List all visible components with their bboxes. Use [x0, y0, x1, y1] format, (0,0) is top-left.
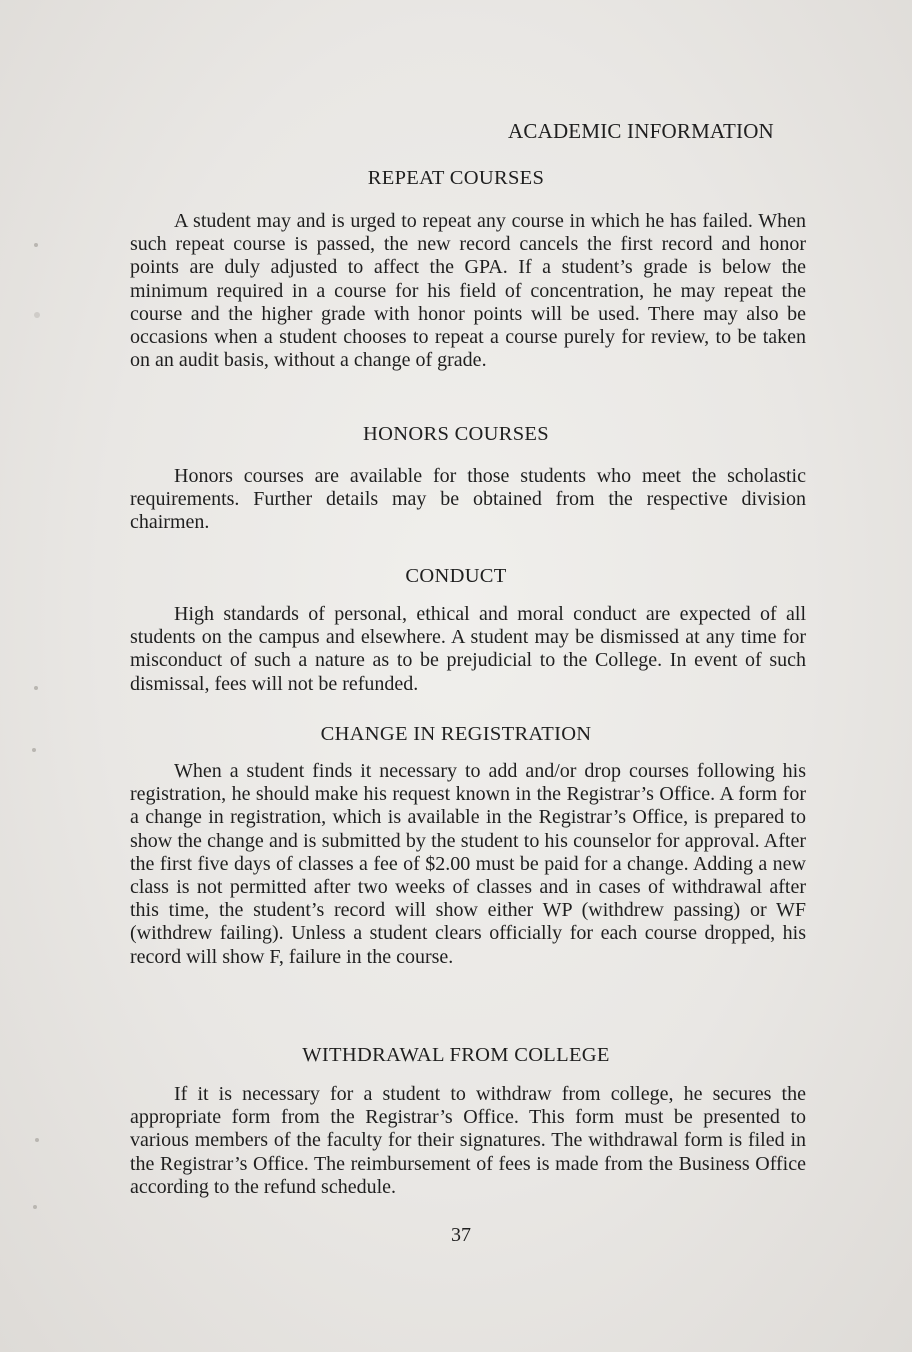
- section-heading-honors-courses: HONORS COURSES: [363, 423, 549, 445]
- paper-speck: [35, 1138, 39, 1142]
- page-number: 37: [451, 1224, 471, 1246]
- section-body-conduct: High standards of personal, ethical and moral conduct are expected of all students on the campus and elsewhere. A student may be dismissed at any time for misconduct of such a nature as to be prejudicial to the College. In event of such dismissal, fees will not be refunded.: [130, 603, 806, 695]
- paper-speck: [34, 312, 40, 318]
- paper-speck: [32, 748, 36, 752]
- paper-speck: [34, 686, 38, 690]
- paper-speck: [34, 243, 38, 247]
- section-body-withdrawal-from-college: If it is necessary for a student to withdraw from college, he secures the appropriate form from the Registrar’s Office. This form must be presented to various members of the faculty for their signatures. The withdrawal form is filed in the Registrar’s Office. The reimbursement of fees is made from the Business Office according to the refund schedule.: [130, 1083, 806, 1198]
- paper-speck: [33, 1205, 37, 1209]
- section-body-repeat-courses: A student may and is urged to repeat any course in which he has failed. When such repeat course is passed, the new record cancels the first record and honor points are duly adjusted to affect the GPA. If a student’s grade is below the minimum required in a course for his field of concentration, he may repeat the course and the higher grade with honor points will be used. There may also be occasions when a student chooses to repeat a course purely for review, to be taken on an audit basis, without a change of grade.: [130, 210, 806, 372]
- section-body-change-in-registration: When a student finds it necessary to add and/or drop courses following his registration, he should make his request known in the Registrar’s Office. A form for a change in registration, which is available in the Registrar’s Office, is prepared to show the change and is submitted by the student to his counselor for approval. After the first five days of classes a fee of $2.00 must be paid for a change. Adding a new class is not permitted after two weeks of classes and in cases of withdrawal after this time, the student’s record will show either WP (withdrew passing) or WF (withdrew failing). Unless a student clears officially for each course dropped, his record will show F, failure in the course.: [130, 760, 806, 968]
- section-heading-repeat-courses: REPEAT COURSES: [367, 167, 545, 189]
- section-heading-conduct: CONDUCT: [405, 565, 507, 587]
- section-heading-change-in-registration: CHANGE IN REGISTRATION: [320, 723, 592, 745]
- running-head: ACADEMIC INFORMATION: [508, 119, 774, 143]
- section-heading-withdrawal-from-college: WITHDRAWAL FROM COLLEGE: [302, 1044, 610, 1066]
- section-body-honors-courses: Honors courses are available for those students who meet the scholastic requirements. Further details may be obtained from the respective division chairmen.: [130, 465, 806, 534]
